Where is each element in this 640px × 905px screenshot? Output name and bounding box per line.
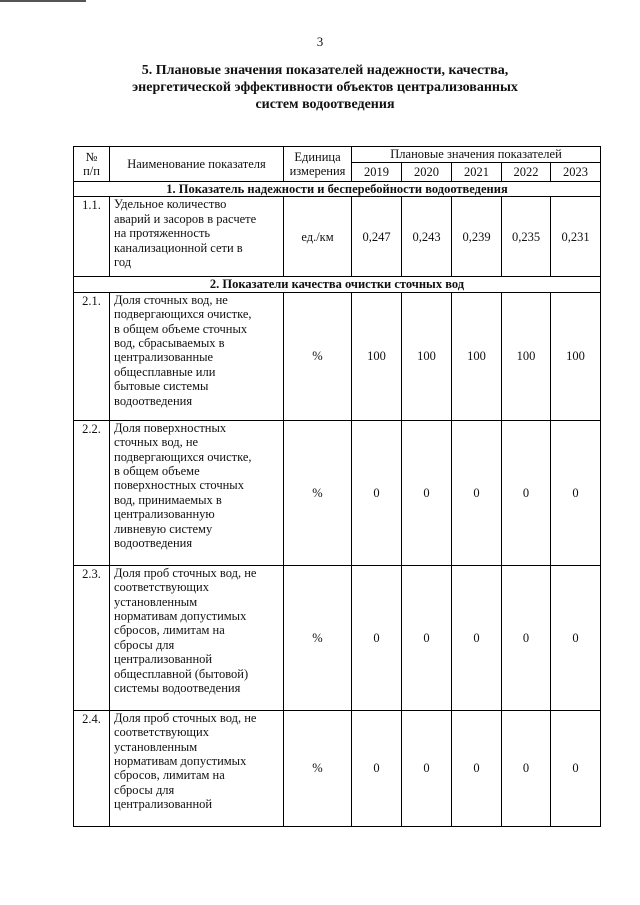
value-cell: 0 xyxy=(502,420,551,565)
value-cell: 0 xyxy=(402,710,452,826)
name-line: нормативам допустимых xyxy=(114,754,247,769)
name-line: подвергающихся очистке, xyxy=(114,307,252,322)
header-number-line1: № xyxy=(85,149,98,164)
name-line: Удельное количество xyxy=(114,197,227,212)
scan-edge-mark xyxy=(0,0,86,2)
name-line: вод, сбрасываемых в xyxy=(114,336,225,351)
name-line: на протяженность xyxy=(114,226,211,241)
header-number-line2: п/п xyxy=(83,164,100,178)
table-row xyxy=(74,197,601,277)
title-line-2: энергетической эффективности объектов централизованных xyxy=(132,80,518,95)
value-cell: 0,239 xyxy=(452,197,502,277)
row-number: 1.1. xyxy=(74,197,110,277)
name-line: централизованную xyxy=(114,507,215,522)
header-name: Наименование показателя xyxy=(110,147,284,182)
value-cell: 0,235 xyxy=(502,197,551,277)
value-cell: 0,247 xyxy=(352,197,402,277)
table-row xyxy=(74,565,601,710)
value-cell: 0 xyxy=(352,565,402,710)
header-unit xyxy=(284,147,352,182)
indicators-table xyxy=(73,146,601,827)
name-line: год xyxy=(114,255,132,270)
value-cell: 0 xyxy=(352,420,402,565)
name-line: Доля проб сточных вод, не xyxy=(114,565,257,580)
value-cell: 0 xyxy=(352,710,402,826)
name-line: общесплавной (бытовой) xyxy=(114,666,249,681)
page-number: 3 xyxy=(316,34,324,49)
value-cell: 0 xyxy=(452,420,502,565)
title-line-1: 5. Плановые значения показателей надежности, качества, xyxy=(141,63,509,78)
table-row xyxy=(74,710,601,826)
name-line: поверхностных сточных xyxy=(114,478,244,493)
value-cell: 0 xyxy=(502,565,551,710)
value-cell: 100 xyxy=(502,292,551,420)
row-number: 2.3. xyxy=(74,565,110,710)
name-line: сточных вод, не xyxy=(114,435,199,450)
header-year: 2019 xyxy=(352,163,402,182)
value-cell: 0 xyxy=(402,565,452,710)
unit-cell: % xyxy=(284,292,352,420)
indicator-name xyxy=(110,710,284,826)
row-number: 2.4. xyxy=(74,710,110,826)
header-number xyxy=(74,147,110,182)
name-line: централизованные xyxy=(114,350,214,365)
name-line: Доля проб сточных вод, не xyxy=(114,710,257,725)
section-heading: 2. Показатели качества очистки сточных вод xyxy=(74,277,601,292)
value-cell: 100 xyxy=(551,292,601,420)
name-line: в общем объеме xyxy=(114,464,200,479)
name-line: соответствующих xyxy=(114,725,209,740)
value-cell: 0 xyxy=(551,565,601,710)
name-line: вод, принимаемых в xyxy=(114,492,222,507)
header-year: 2021 xyxy=(452,163,502,182)
name-line: водоотведения xyxy=(114,536,193,551)
name-line: ливневую систему xyxy=(114,521,213,536)
section-heading: 1. Показатель надежности и бесперебойности водоотведения xyxy=(74,182,601,197)
header-year: 2023 xyxy=(551,163,601,182)
name-line: подвергающихся очистке, xyxy=(114,449,252,464)
name-line: сбросы для xyxy=(114,637,175,652)
section-title xyxy=(60,62,590,113)
unit-cell: % xyxy=(284,565,352,710)
value-cell: 0 xyxy=(452,565,502,710)
name-line: системы водоотведения xyxy=(114,681,241,696)
indicator-name xyxy=(110,197,284,277)
name-line: Доля поверхностных xyxy=(114,420,227,435)
row-number: 2.1. xyxy=(74,292,110,420)
name-line: канализационной сети в xyxy=(114,240,243,255)
table-row xyxy=(74,420,601,565)
table-row xyxy=(74,292,601,420)
name-line: общесплавные или xyxy=(114,364,216,379)
name-line: аварий и засоров в расчете xyxy=(114,211,257,226)
name-line: установленным xyxy=(114,594,198,609)
name-line: водоотведения xyxy=(114,393,193,408)
value-cell: 0 xyxy=(452,710,502,826)
value-cell: 0,231 xyxy=(551,197,601,277)
name-line: централизованной xyxy=(114,797,213,812)
header-planned-values: Плановые значения показателей xyxy=(352,147,601,163)
name-line: централизованной xyxy=(114,652,213,667)
name-line: сбросов, лимитам на xyxy=(114,768,225,783)
header-year: 2020 xyxy=(402,163,452,182)
header-unit-line1: Единица xyxy=(294,149,341,164)
unit-cell: ед./км xyxy=(284,197,352,277)
value-cell: 0 xyxy=(502,710,551,826)
name-line: сбросы для xyxy=(114,782,175,797)
name-line: в общем объеме сточных xyxy=(114,321,248,336)
indicator-name xyxy=(110,565,284,710)
value-cell: 100 xyxy=(352,292,402,420)
value-cell: 100 xyxy=(402,292,452,420)
row-number: 2.2. xyxy=(74,420,110,565)
name-line: бытовые системы xyxy=(114,379,209,394)
value-cell: 0,243 xyxy=(402,197,452,277)
value-cell: 0 xyxy=(551,420,601,565)
value-cell: 0 xyxy=(402,420,452,565)
header-unit-line2: измерения xyxy=(289,164,346,178)
name-line: соответствующих xyxy=(114,580,209,595)
name-line: сбросов, лимитам на xyxy=(114,623,225,638)
value-cell: 100 xyxy=(452,292,502,420)
name-line: установленным xyxy=(114,739,198,754)
unit-cell: % xyxy=(284,710,352,826)
title-line-3: систем водоотведения xyxy=(255,97,395,112)
indicator-name xyxy=(110,420,284,565)
value-cell: 0 xyxy=(551,710,601,826)
name-line: нормативам допустимых xyxy=(114,609,247,624)
unit-cell: % xyxy=(284,420,352,565)
name-line: Доля сточных вод, не xyxy=(114,292,228,307)
indicator-name xyxy=(110,292,284,420)
header-year: 2022 xyxy=(502,163,551,182)
